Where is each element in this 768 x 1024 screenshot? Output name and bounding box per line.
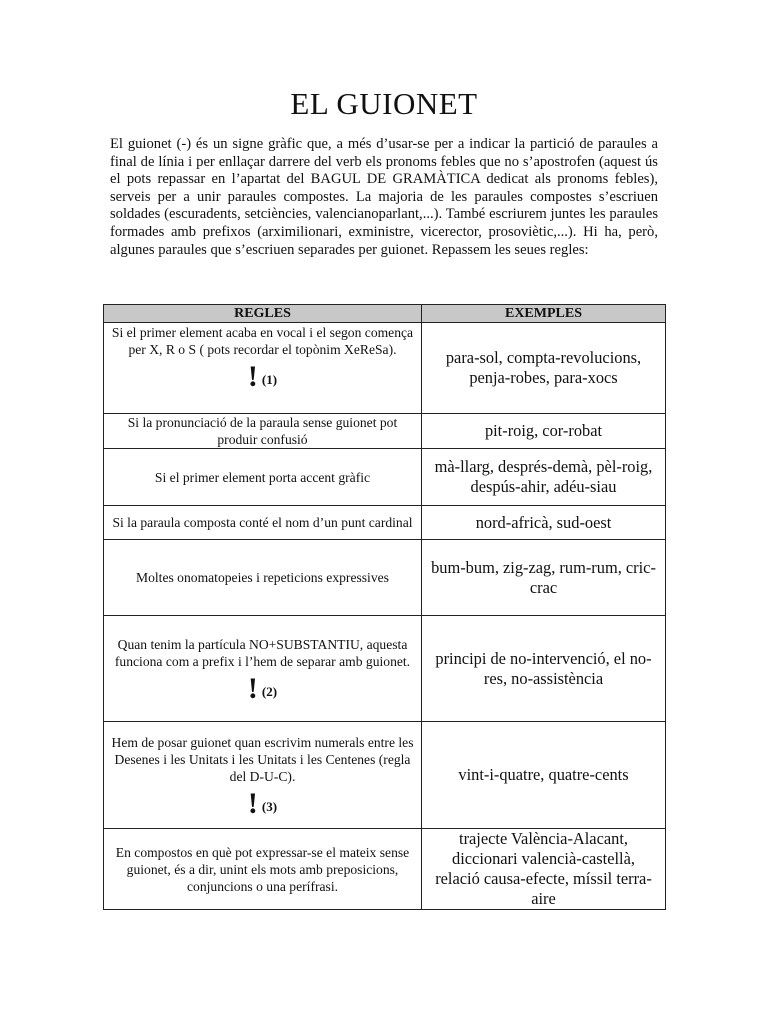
rule-cell — [104, 323, 422, 414]
table-row — [104, 449, 666, 506]
rule-cell: Si la paraula composta conté el nom d’un punt cardinal — [104, 506, 422, 540]
rule-cell — [104, 616, 422, 722]
note-marker — [110, 360, 415, 393]
table-row — [104, 414, 666, 449]
table-row — [104, 323, 666, 414]
intro-paragraph: El guionet (-) és un signe gràfic que, a més d’usar-se per a indicar la partició de paraules a final de línia i per enllaçar darrere del verb els pronoms febles que no s’apostrofen (aquest ús el pots repassar en l’apartat del BAGUL DE GRAMÀTICA dedicat als pronoms febles), serveis per a unir paraules compostes. La majoria de les paraules compostes s’escriuen soldades (escuradents, setciències, valencianoparlant,...). També escriurem juntes les paraules formades amb prefixos (arximilionari, exministre, vicerector, prosoviètic,...). Hi ha, però, algunes paraules que s’escriuen separades per guionet. Repassem les seues regles: — [110, 136, 658, 258]
table-row — [104, 722, 666, 829]
note-number: (3) — [261, 798, 278, 814]
rule-text: Quan tenim la partícula NO+SUBSTANTIU, aquesta funciona com a prefix i l’hem de separar amb guionet. — [114, 636, 411, 669]
example-cell: nord-africà, sud-oest — [422, 506, 666, 540]
rule-cell: Si la pronunciació de la paraula sense guionet pot produir confusió — [104, 414, 422, 449]
exclamation-icon: ! — [247, 671, 258, 705]
example-cell: bum-bum, zig-zag, rum-rum, cric-crac — [422, 540, 666, 616]
example-cell: para-sol, compta-revolucions, penja-robes, para-xocs — [422, 323, 666, 414]
note-number: (2) — [261, 683, 278, 699]
table-row — [104, 829, 666, 910]
exclamation-icon: ! — [247, 786, 258, 820]
header-rules: REGLES — [104, 305, 422, 323]
example-cell: trajecte València-Alacant, diccionari valencià-castellà, relació causa-efecte, míssil terra-aire — [422, 829, 666, 910]
example-cell: vint-i-quatre, quatre-cents — [422, 722, 666, 829]
rule-cell: Moltes onomatopeies i repeticions expressives — [104, 540, 422, 616]
exclamation-icon: ! — [247, 360, 258, 393]
rule-text: Hem de posar guionet quan escrivim numerals entre les Desenes i les Unitats i les Unitats i les Centenes (regla del D-U-C). — [111, 734, 414, 784]
note-marker — [110, 786, 415, 820]
rules-table — [103, 304, 666, 910]
table-row — [104, 506, 666, 540]
page-title: EL GUIONET — [290, 86, 478, 121]
rule-cell: Si el primer element porta accent gràfic — [104, 449, 422, 506]
table-row — [104, 540, 666, 616]
note-number: (1) — [261, 372, 278, 387]
rule-cell — [104, 722, 422, 829]
header-examples: EXEMPLES — [422, 305, 666, 323]
rule-cell: En compostos en què pot expressar-se el mateix sense guionet, és a dir, unint els mots amb preposicions, conjuncions o una perífrasi. — [104, 829, 422, 910]
note-marker — [110, 671, 415, 705]
table-row — [104, 616, 666, 722]
rule-text: Si el primer element acaba en vocal i el segon comença per X, R o S ( pots recordar el topònim XeReSa). — [111, 325, 414, 357]
example-cell: principi de no-intervenció, el no-res, no-assistència — [422, 616, 666, 722]
table-header-row — [104, 305, 666, 323]
example-cell: mà-llarg, després-demà, pèl-roig, despús-ahir, adéu-siau — [422, 449, 666, 506]
example-cell: pit-roig, cor-robat — [422, 414, 666, 449]
